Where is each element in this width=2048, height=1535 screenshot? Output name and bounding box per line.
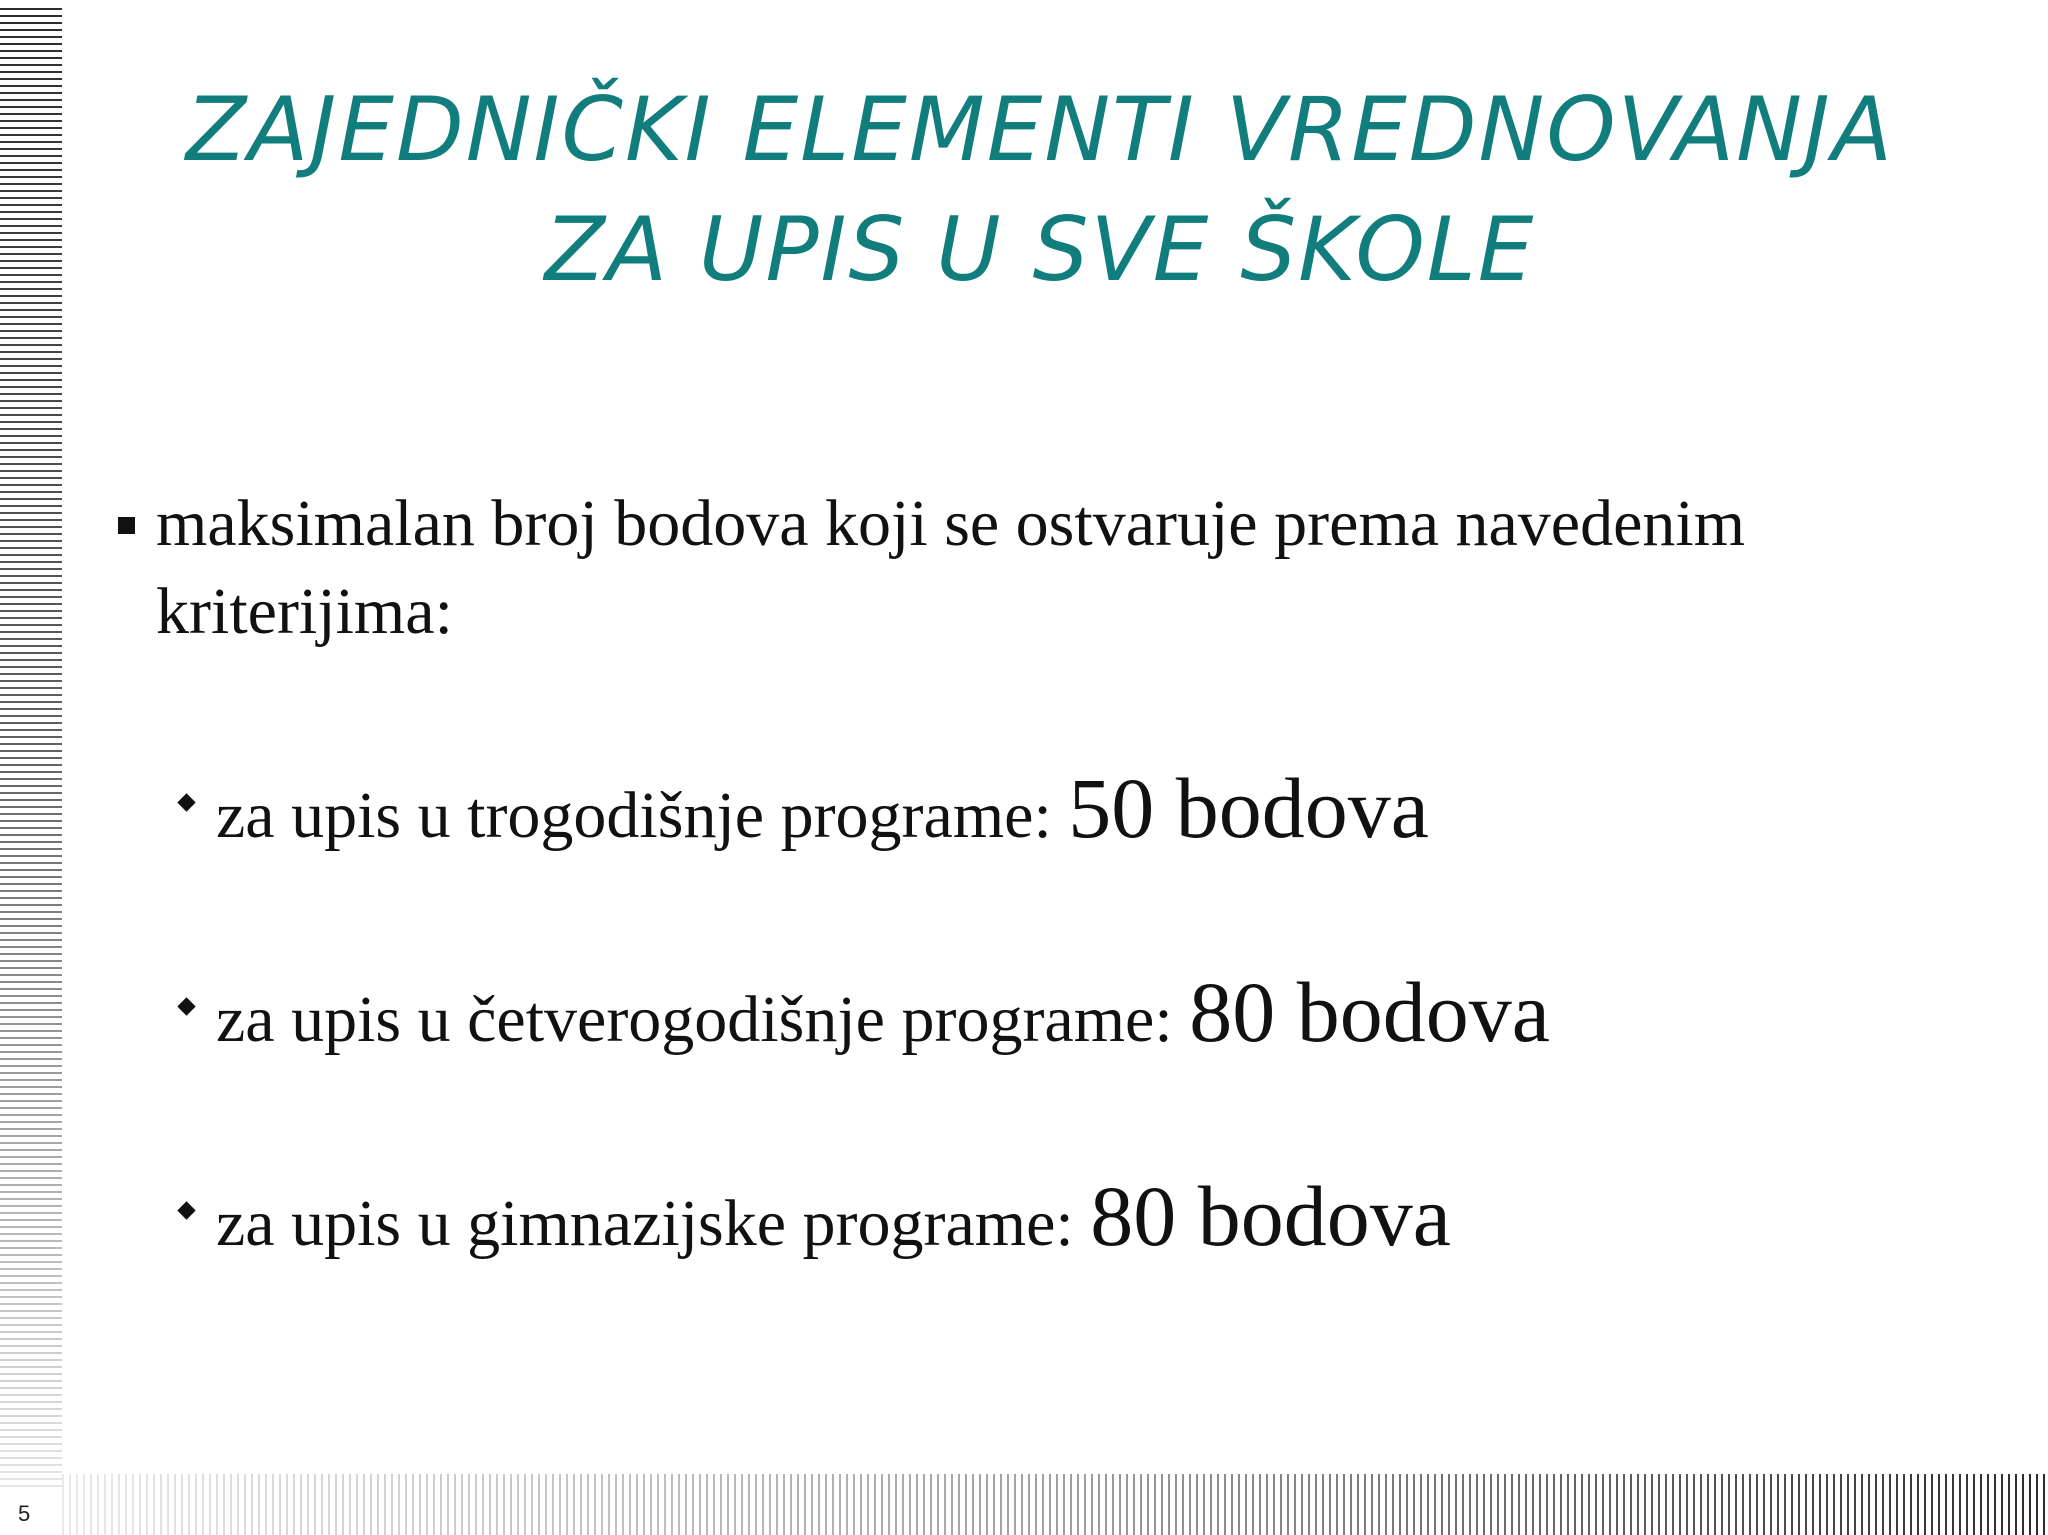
sub-bullet-value: 50 bodova — [1068, 760, 1429, 856]
diamond-bullet-icon — [177, 793, 195, 811]
sub-bullet-item — [110, 962, 1960, 1166]
left-stripe-decoration — [0, 8, 62, 1490]
sub-bullet-item — [110, 1166, 1960, 1370]
main-bullet-item — [110, 480, 1960, 656]
main-bullet-text: maksimalan broj bodova koji se ostvaruje prema navedenim kriterijima: — [156, 487, 1746, 648]
square-bullet-icon — [118, 517, 135, 534]
sub-bullet-label: za upis u gimnazijske programe: — [216, 1187, 1091, 1260]
sub-bullet-label: za upis u trogodišnje programe: — [216, 779, 1069, 852]
sub-bullet-list — [110, 758, 1960, 1370]
bottom-stripe-decoration — [62, 1474, 2048, 1535]
diamond-bullet-icon — [177, 1201, 195, 1219]
slide-title — [80, 70, 2000, 310]
diamond-bullet-icon — [177, 997, 195, 1015]
sub-bullet-value: 80 bodova — [1189, 964, 1550, 1060]
slide-content — [110, 480, 1960, 1370]
slide-title-line-2: ZA UPIS U SVE ŠKOLE — [544, 198, 1536, 301]
slide-title-line-1: ZAJEDNIČKI ELEMENTI VREDNOVANJA — [185, 78, 1895, 181]
sub-bullet-value: 80 bodova — [1090, 1168, 1451, 1264]
sub-bullet-label: za upis u četverogodišnje programe: — [216, 983, 1190, 1056]
slide-number: 5 — [14, 1500, 48, 1528]
sub-bullet-item — [110, 758, 1960, 962]
